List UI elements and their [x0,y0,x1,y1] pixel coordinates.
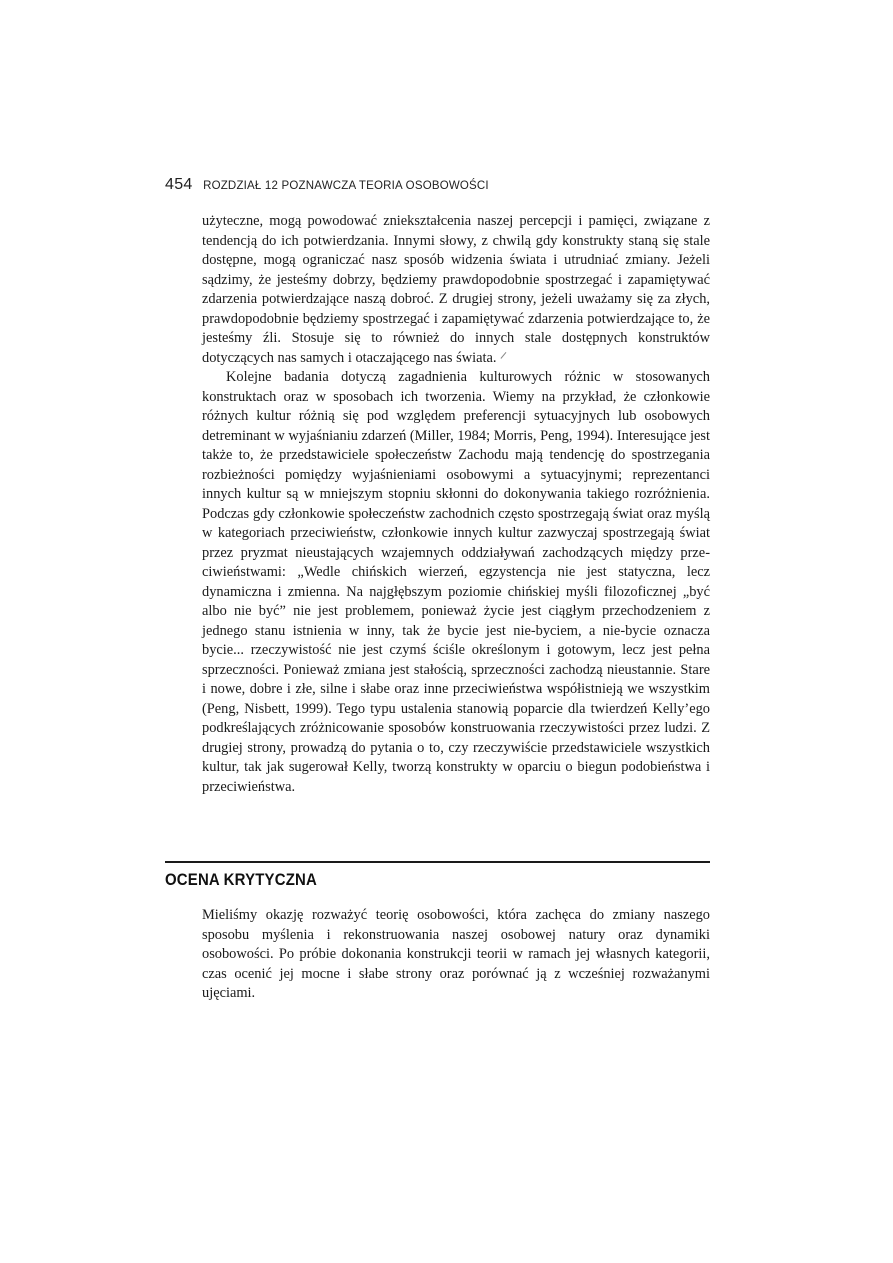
paragraph [202,212,710,368]
paragraph: Mieliśmy okazję rozważyć teorię osobowości, która zachęca do zmiany naszego sposobu myślenia i rekonstruowania naszej osobowej natury oraz dynamiki osobowości. Po próbie dokonania konstrukcji teorii w ramach jej własnych kategorii, czas ocenić jej mocne i słabe strony oraz porównać ją z wcześniej rozważanymi ujęciami. [202,907,710,1001]
section-heading: OCENA KRYTYCZNA [165,870,317,889]
pencil-mark-icon [501,352,513,364]
running-title: ROZDZIAŁ 12 POZNAWCZA TEORIA OSOBOWOŚCI [203,180,489,192]
paragraph-text: użyteczne, mogą powodować zniekształcenia naszej percepcji i pamięci, związane z tendencją do ich potwierdzania. Innymi słowy, z chwilą gdy konstrukty staną się stale dostępne, mogą ograniczać nasz sposób widzenia świata i utrudniać zmiany. Jeżeli sądzimy, że jesteśmy dobrzy, będziemy prawdopodobnie spostrzegać i zapamiętywać zdarzenia potwierdzające naszą dobroć. Z drugiej strony, jeżeli uważamy się za złych, prawdopodobnie będziemy spostrzegać i zapamiętywać zdarzenia potwierdzające to, że jesteśmy źli. Stosuje się to również do innych stale dostępnych konstruktów dotyczących nas samych i otaczającego nas świata. [202,213,710,366]
page-number: 454 [165,176,193,193]
paragraph: Kolejne badania dotyczą zagadnienia kulturowych różnic w stosowanych konstruktach oraz w sposobach ich tworzenia. Wiemy na przykład, że członkowie różnych kultur różnią się pod względem preferencji sytuacyjnych lub osobowych detreminant w wyjaśnianiu zdarzeń (Miller, 1984; Morris, Peng, 1994). Interesujące jest także to, że przedstawiciele społeczeństw Zachodu mają tendencję do spostrzegania rozbieżności pomiędzy wyjaśnieniami osobowymi a sytuacyjnymi; reprezentanci innych kultur są w mniejszym stopniu skłonni do dokonywania takiego rozróżnienia. Podczas gdy członkowie społeczeństw zachodnich często spostrzegają świat oraz myślą w kategoriach przeciwieństw, członkowie innych kultur zazwyczaj spostrzegają świat przez pryzmat nieustających wzajemnych oddziaływań zachodzących między przeciwieństwami: „Wedle chińskich wierzeń, egzystencja nie jest statyczna, lecz dynamiczna i zmienna. Na najgłębszym poziomie chińskiej myśli filozoficznej „być albo nie być” nie jest problemem, ponieważ życie jest ciągłym przechodzeniem z jednego stanu istnienia w inny, tak że bycie jest nie-byciem, a nie-bycie oznacza bycie... rzeczywistość nie jest czymś ściśle określonym i gotowym, lecz jest pełna sprzeczności. Ponieważ zmiana jest stałością, sprzeczności zachodzą nieustannie. Stare i nowe, dobre i złe, silne i słabe oraz inne przeciwieństwa współistnieją we wszystkim (Peng, Nisbett, 1999). Tego typu ustalenia stanowią poparcie dla twierdzeń Kelly’ego podkreślających zróżnicowanie sposobów konstruowania rzeczywistości przez ludzi. Z drugiej strony, prowadzą do pytania o to, czy rzeczywiście przedstawiciele wszystkich kultur, tak jak sugerował Kelly, tworzą konstrukty w oparciu o biegun podobieństwa i przeciwieństwa. [202,369,710,795]
running-header [165,176,725,196]
section-text-block [202,906,710,1004]
main-text-block [202,212,710,797]
section-divider [165,861,710,863]
